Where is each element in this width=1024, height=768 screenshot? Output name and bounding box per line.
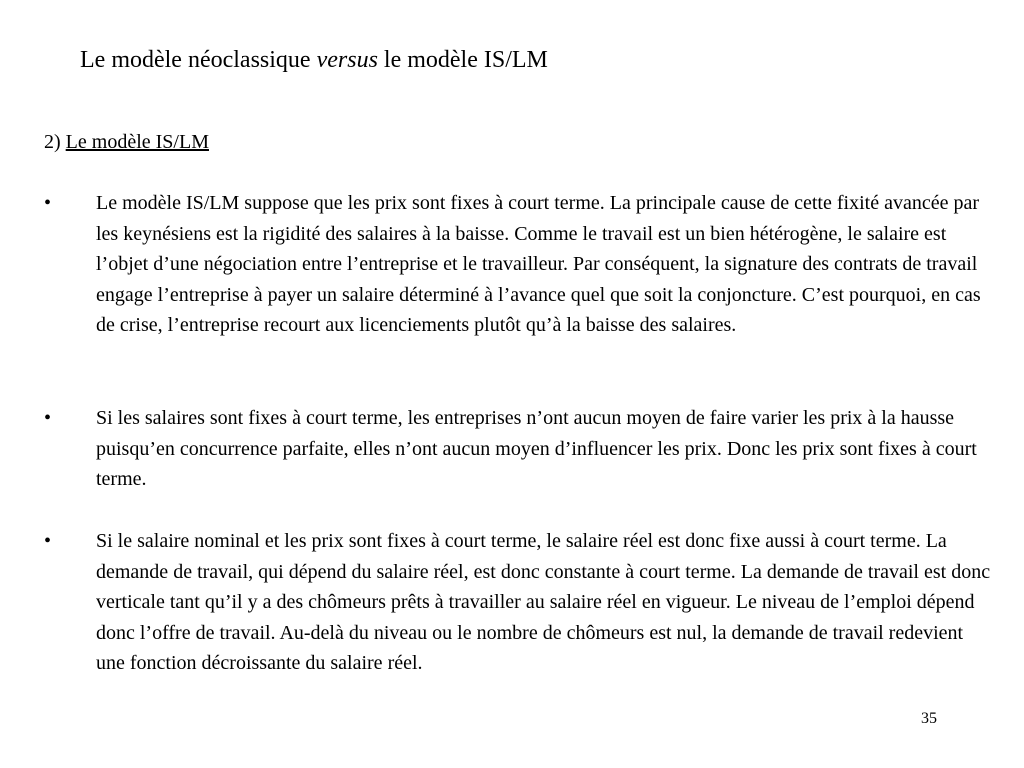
- slide-title-part-2: le modèle IS/LM: [377, 47, 548, 73]
- bullet-item-1: [44, 188, 994, 341]
- page-number: 35: [921, 710, 937, 727]
- bullet-dot-icon: •: [44, 407, 52, 429]
- bullet-item-3: [44, 526, 994, 679]
- bullet-dot-icon: •: [44, 530, 52, 552]
- slide-title: [80, 44, 548, 76]
- slide-title-emphasis: versus: [316, 47, 378, 73]
- section-label: Le modèle IS/LM: [65, 131, 209, 153]
- section-number: 2): [44, 131, 66, 153]
- section-heading: [44, 128, 209, 156]
- bullet-text-3: Si le salaire nominal et les prix sont fixes à court terme, le salaire réel est donc fixe aussi à court terme. La demande de travail, qui dépend du salaire réel, est donc constante à court terme. La demande de travail est donc verticale tant qu’il y a des chômeurs prêts à travailler au salaire réel en vigueur. Le niveau de l’emploi dépend donc l’offre de travail. Au-delà du niveau ou le nombre de chômeurs est nul, la demande de travail redevient une fonction décroissante du salaire réel.: [96, 530, 991, 675]
- bullet-item-2: [44, 403, 994, 495]
- slide-title-part-1: Le modèle néoclassique: [80, 47, 317, 73]
- bullet-dot-icon: •: [44, 192, 52, 214]
- bullet-text-1: Le modèle IS/LM suppose que les prix sont fixes à court terme. La principale cause de cette fixité avancée par les keynésiens est la rigidité des salaires à la baisse. Comme le travail est un bien hétérogène, le salaire est l’objet d’une négociation entre l’entreprise et le travailleur. Par conséquent, la signature des contrats de travail engage l’entreprise à payer un salaire déterminé à l’avance quel que soit la conjoncture. C’est pourquoi, en cas de crise, l’entreprise recourt aux licenciements plutôt qu’à la baisse des salaires.: [96, 192, 981, 337]
- bullet-text-2: Si les salaires sont fixes à court terme, les entreprises n’ont aucun moyen de faire varier les prix à la hausse puisqu’en concurrence parfaite, elles n’ont aucun moyen d’influencer les prix. Donc les prix sont fixes à court terme.: [96, 407, 977, 491]
